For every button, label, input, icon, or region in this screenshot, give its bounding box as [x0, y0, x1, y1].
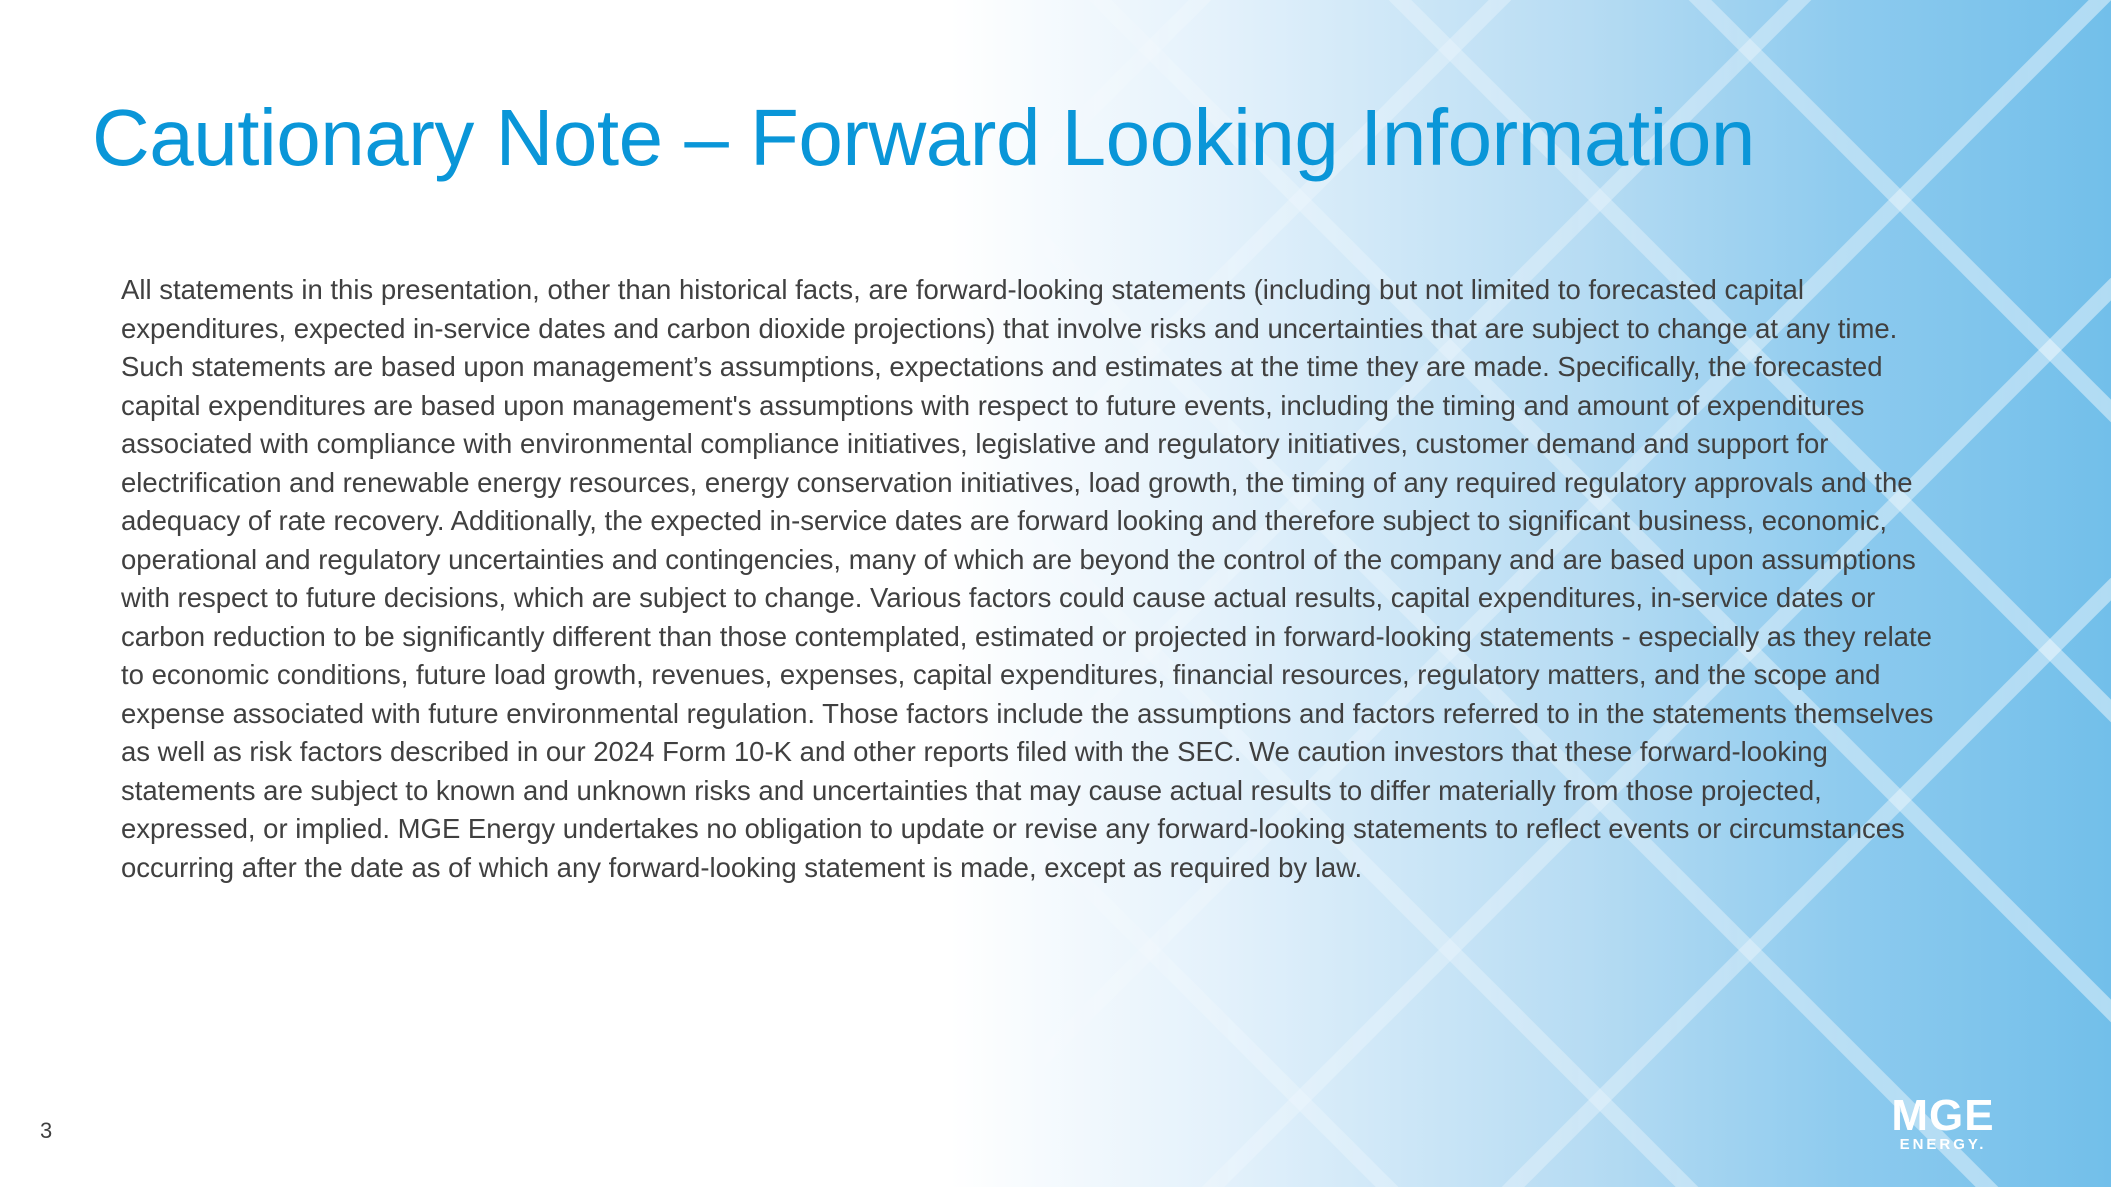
slide-title: Cautionary Note – Forward Looking Information: [92, 93, 1755, 182]
logo-wordmark: ENERGY.: [1899, 1136, 1987, 1153]
disclaimer-paragraph: All statements in this presentation, other than historical facts, are forward-looking statements (including but not limited to forecasted capital expenditures, expected in-service dates and carbon dioxide projections) that involve risks and uncertainties that are subject to change at any time. Such statements are based upon management’s assumptions, expectations and estimates at the time they are made. Specifically, the forecasted capital expenditures are based upon management's assumptions with respect to future events, including the timing and amount of expenditures associated with compliance with environmental compliance initiatives, legislative and regulatory initiatives, customer demand and support for electrification and renewable energy resources, energy conservation initiatives, load growth, the timing of any required regulatory approvals and the adequacy of rate recovery. Additionally, the expected in-service dates are forward looking and therefore subject to significant business, economic, operational and regulatory uncertainties and contingencies, many of which are beyond the control of the company and are based upon assumptions with respect to future decisions, which are subject to change. Various factors could cause actual results, capital expenditures, in-service dates or carbon reduction to be significantly different than those contemplated, estimated or projected in forward-looking statements - especially as they relate to economic conditions, future load growth, revenues, expenses, capital expenditures, financial resources, regulatory matters, and the scope and expense associated with future environmental regulation. Those factors include the assumptions and factors referred to in the statements themselves as well as risk factors described in our 2024 Form 10-K and other reports filed with the SEC. We caution investors that these forward-looking statements are subject to known and unknown risks and uncertainties that may cause actual results to differ materially from those projected, expressed, or implied. MGE Energy undertakes no obligation to update or revise any forward-looking statements to reflect events or circumstances occurring after the date as of which any forward-looking statement is made, except as required by law.: [121, 274, 1934, 883]
logo-mark: MGE: [1891, 1091, 1995, 1140]
mge-energy-logo: [1878, 1091, 2008, 1154]
page-number: 3: [40, 1118, 53, 1143]
